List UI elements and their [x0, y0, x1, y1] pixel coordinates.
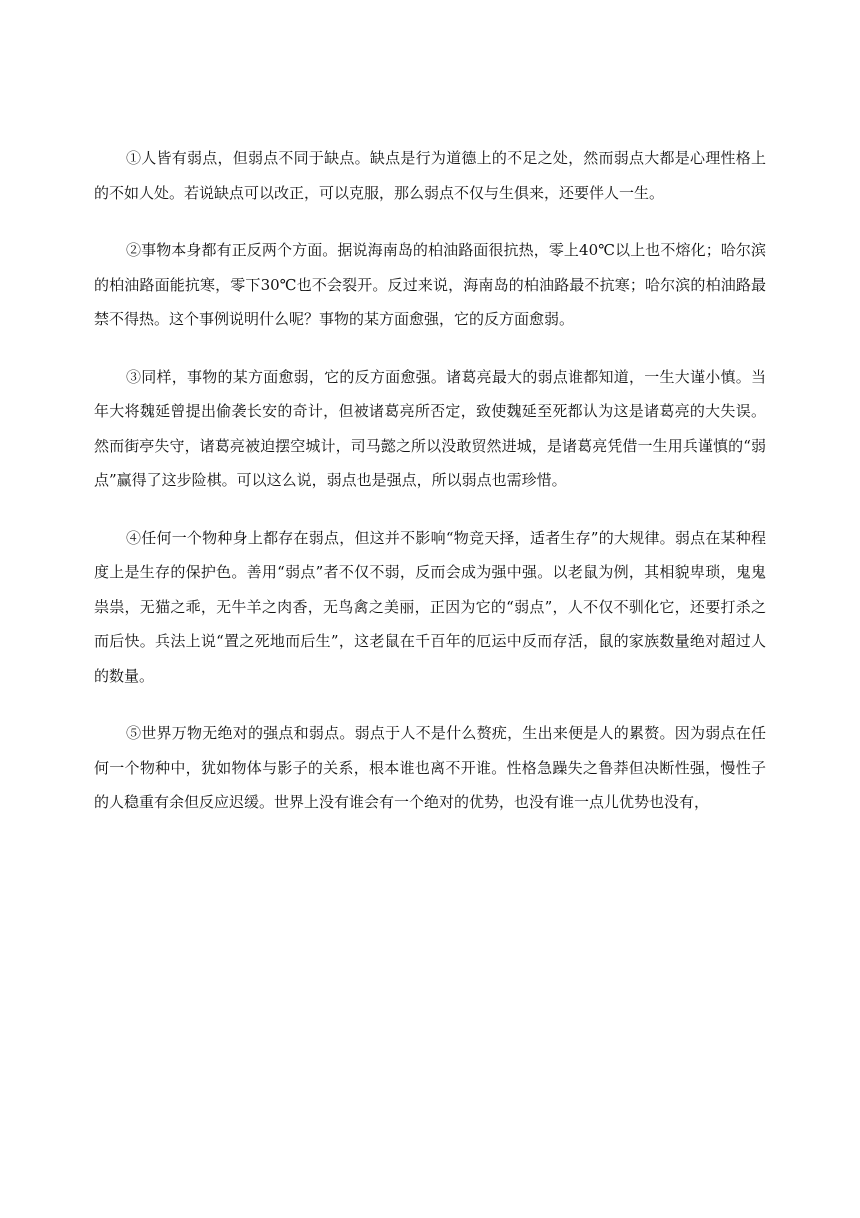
article-body	[94, 141, 766, 843]
paragraph-3: ③同样，事物的某方面愈弱，它的反方面愈强。诸葛亮最大的弱点谁都知道，一生大谨小慎。当年大将魏延曾提出偷袭长安的奇计，但被诸葛亮所否定，致使魏延至死都认为这是诸葛亮的大失误。然而街亭失守，诸葛亮被迫摆空城计，司马懿之所以没敢贸然进城，是诸葛亮凭借一生用兵谨慎的“弱点”赢得了这步险棋。可以这么说，弱点也是强点，所以弱点也需珍惜。	[94, 367, 766, 489]
paragraph-2: ②事物本身都有正反两个方面。据说海南岛的柏油路面很抗热，零上40℃以上也不熔化；哈尔滨的柏油路面能抗寒，零下30℃也不会裂开。反过来说，海南岛的柏油路最不抗寒；哈尔滨的柏油路最禁不得热。这个事例说明什么呢？事物的某方面愈强，它的反方面愈弱。	[94, 241, 766, 328]
paragraph-5: ⑤世界万物无绝对的强点和弱点。弱点于人不是什么赘疣，生出来便是人的累赘。因为弱点在任何一个物种中，犹如物体与影子的关系，根本谁也离不开谁。性格急躁失之鲁莽但决断性强，慢性子的人稳重有余但反应迟缓。世界上没有谁会有一个绝对的优势，也没有谁一点儿优势也没有，	[94, 724, 766, 811]
paragraph-1: ①人皆有弱点，但弱点不同于缺点。缺点是行为道德上的不足之处，然而弱点大都是心理性格上的不如人处。若说缺点可以改正，可以克服，那么弱点不仅与生俱来，还要伴人一生。	[94, 149, 766, 202]
paragraph-4: ④任何一个物种身上都存在弱点，但这并不影响“物竞天择，适者生存”的大规律。弱点在某种程度上是生存的保护色。善用“弱点”者不仅不弱，反而会成为强中强。以老鼠为例，其相貌卑琐，鬼鬼祟祟，无猫之乖，无牛羊之肉香，无鸟禽之美丽，正因为它的“弱点”，人不仅不驯化它，还要打杀之而后快。兵法上说“置之死地而后生”，这老鼠在千百年的厄运中反而存活，鼠的家族数量绝对超过人的数量。	[94, 528, 766, 685]
